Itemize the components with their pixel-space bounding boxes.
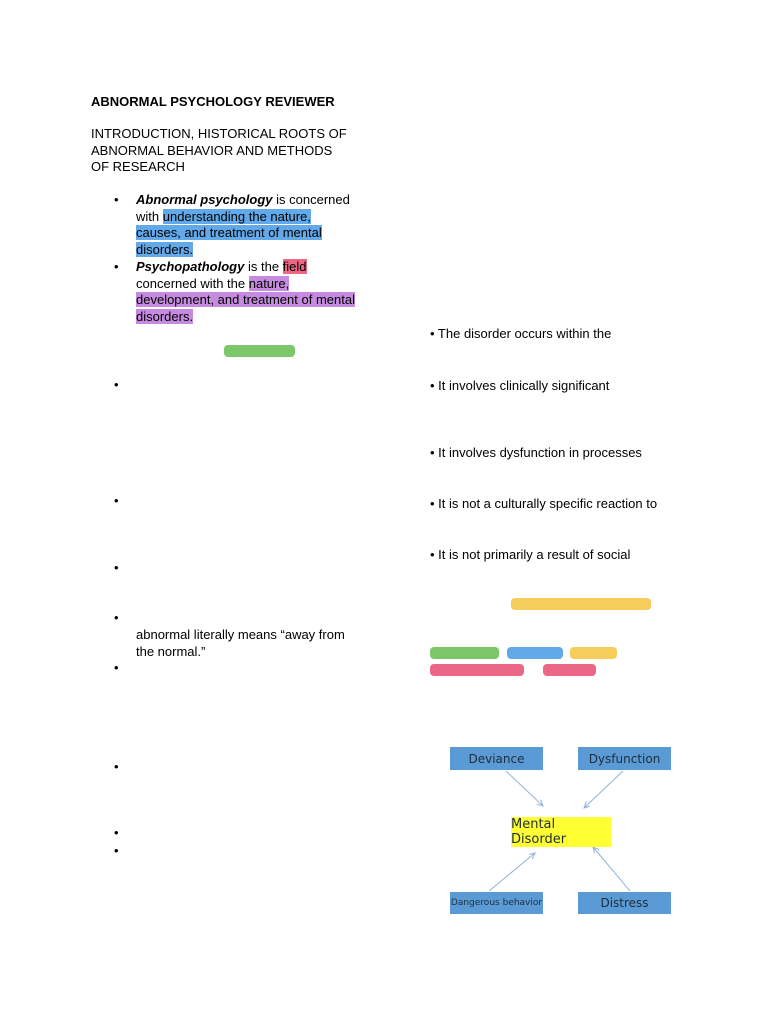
bullet-text: is the <box>244 259 283 274</box>
highlight-bar-yellow <box>570 647 617 659</box>
box-dysfunction: Dysfunction <box>578 747 671 770</box>
bullet-marker: • <box>114 610 119 625</box>
criteria-item-2: • It involves clinically significant <box>430 378 610 393</box>
criteria-item-1: • The disorder occurs within the <box>430 326 612 341</box>
term-abnormal-psychology: Abnormal psychology <box>136 192 273 207</box>
highlight-purple: nature, development, and treatment of mental disorders. <box>136 275 355 324</box>
bullet-marker: • <box>114 493 119 508</box>
bullet-marker: • <box>114 560 119 575</box>
criteria-item-4: • It is not a culturally specific reaction to <box>430 496 658 511</box>
section-heading: INTRODUCTION, HISTORICAL ROOTS OF ABNORMAL BEHAVIOR AND METHODS OF RESEARCH <box>91 126 347 174</box>
bullet-marker: • <box>114 825 119 840</box>
highlight-bar-green <box>430 647 499 659</box>
box-distress: Distress <box>578 892 671 914</box>
highlight-bar-pink <box>543 664 596 676</box>
arrow-dysfunction <box>584 771 623 808</box>
criteria-item-5: • It is not primarily a result of social <box>430 547 631 562</box>
bullet-text: concerned with the <box>136 275 249 291</box>
bullet-marker: • <box>114 259 119 274</box>
highlight-bar-yellow <box>511 598 651 610</box>
criteria-item-3: • It involves dysfunction in processes <box>430 445 642 460</box>
document-title: ABNORMAL PSYCHOLOGY REVIEWER <box>91 94 335 109</box>
highlight-bar-pink <box>430 664 524 676</box>
bullet-marker: • <box>114 843 119 858</box>
highlight-blue: understanding the nature, causes, and treatment of mental disorders. <box>136 208 322 257</box>
arrow-distress <box>593 847 630 891</box>
arrow-deviance <box>506 771 543 806</box>
highlight-red: field <box>282 259 307 274</box>
bullet-abnormal-psychology <box>136 192 358 258</box>
highlight-bar-blue <box>507 647 563 659</box>
bullet-marker: • <box>114 377 119 392</box>
term-psychopathology: Psychopathology <box>136 259 245 274</box>
bullet-text: is concerned with <box>136 192 350 224</box>
box-mental-disorder: Mental Disorder <box>511 817 611 847</box>
bullet-marker: • <box>114 759 119 774</box>
bullet-psychopathology <box>136 259 358 325</box>
box-dangerous-behavior: Dangerous behavior <box>450 892 543 914</box>
bullet-marker: • <box>114 192 119 207</box>
box-deviance: Deviance <box>450 747 543 770</box>
arrow-dangerous <box>489 853 535 891</box>
abnormal-definition: abnormal literally means “away from the normal.” <box>136 627 345 659</box>
highlight-bar-green <box>224 345 295 357</box>
bullet-marker: • <box>114 660 119 675</box>
